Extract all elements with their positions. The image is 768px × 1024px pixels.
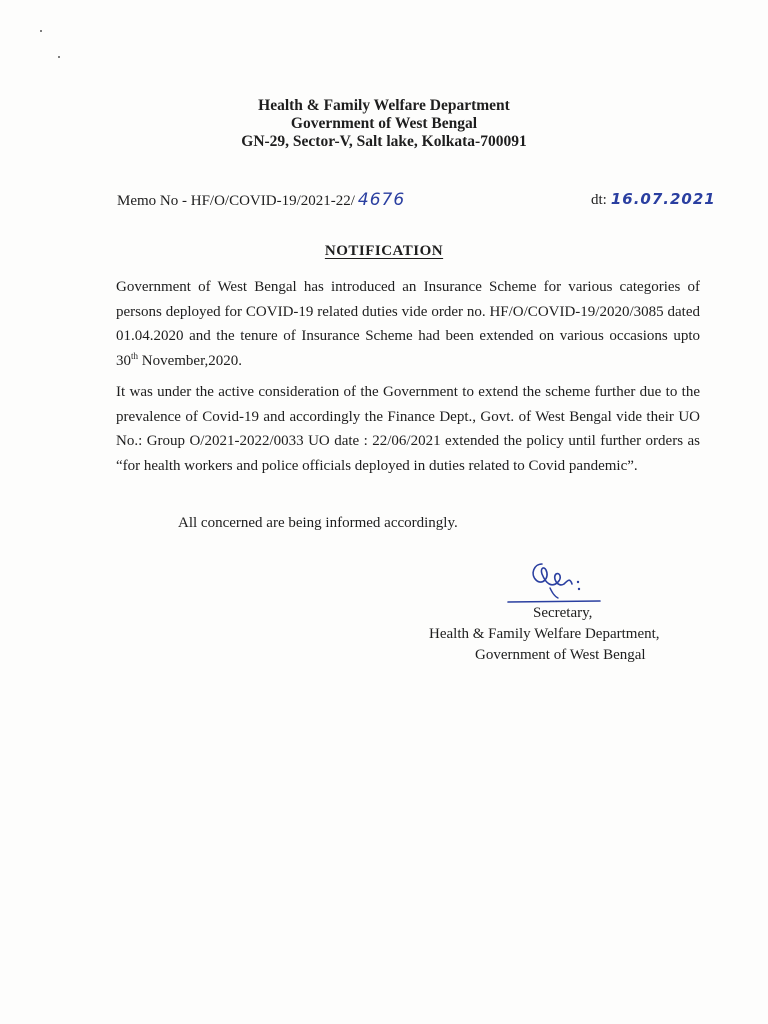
memo-date (591, 190, 716, 209)
paragraph-2 (116, 380, 700, 478)
paragraph-2-text: It was under the active consideration of the Government to extend the scheme further due to the prevalence of Covid-19 and accordingly the Finance Dept., Govt. of West Bengal vide their UO No.: Group O/2021-2022/0033 UO date : 22/06/2021 extended the policy until further orders as “for health workers and police officials deployed in duties related to Covid pandemic”. (116, 384, 700, 474)
signatory-title: Secretary, (533, 605, 593, 621)
scan-speck (40, 30, 42, 32)
ordinal-suffix: th (131, 350, 139, 361)
signatory-government: Government of West Bengal (475, 647, 646, 663)
signatory-department: Health & Family Welfare Department, (429, 626, 660, 642)
office-address: GN-29, Sector-V, Salt lake, Kolkata-700091 (241, 133, 527, 150)
memo-number (117, 190, 405, 210)
memo-row (117, 184, 717, 210)
signature (500, 558, 610, 608)
closing-line: All concerned are being informed accordingly. (178, 515, 458, 531)
memo-handwritten-number: 4676 (357, 190, 406, 210)
letterhead (0, 97, 768, 151)
signatory-block (405, 603, 715, 666)
memo-prefix: Memo No - HF/O/COVID-19/2021-22/ (117, 193, 355, 209)
paragraph-1-text: Government of West Bengal has introduced an Insurance Scheme for various categories of persons deployed for COVID-19 related duties vide order no. HF/O/COVID-19/2020/3085 dated 01.04.2020 and the tenure of Insurance Scheme had been extended on various occasions upto 30 (116, 279, 700, 369)
date-label: dt: (591, 192, 607, 208)
government-name: Government of West Bengal (290, 115, 478, 132)
scan-speck (58, 56, 60, 58)
signature-scribble (500, 558, 610, 608)
notification-title: NOTIFICATION (324, 243, 444, 259)
handwritten-date: 16.07.2021 (610, 190, 716, 208)
paragraph-1-end: November,2020. (138, 352, 242, 369)
department-name: Health & Family Welfare Department (258, 97, 510, 114)
paragraph-1 (116, 275, 700, 373)
